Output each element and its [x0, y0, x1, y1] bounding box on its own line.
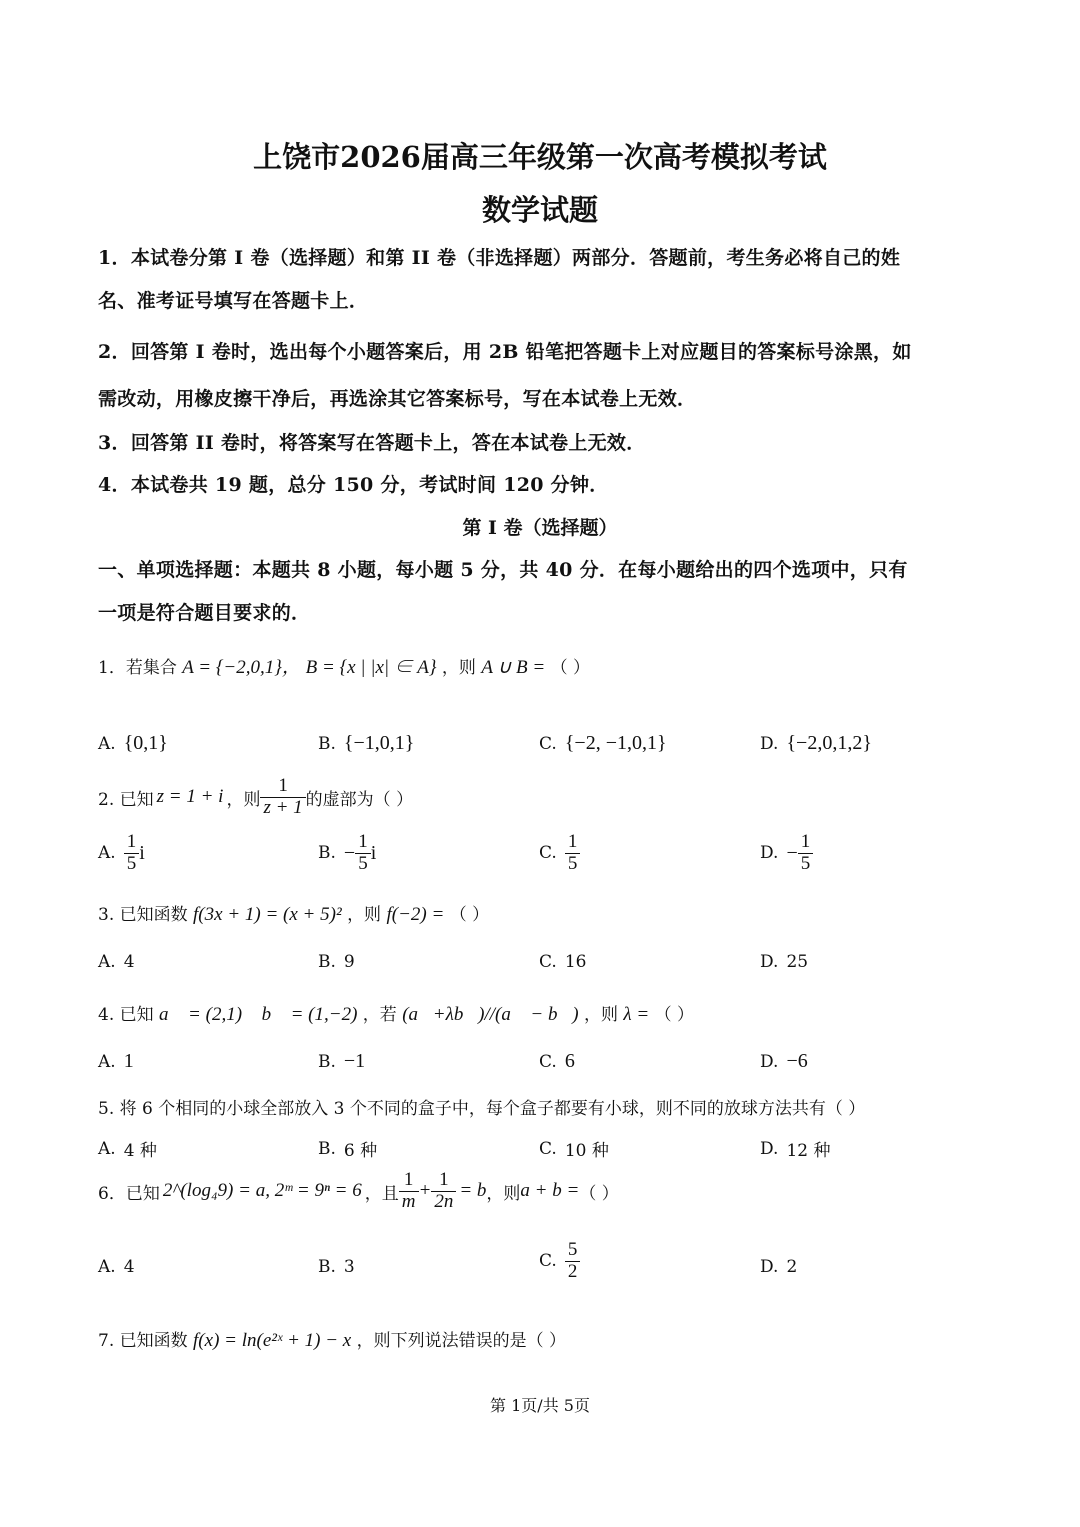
option-a	[98, 732, 168, 755]
question-text: 2. 已知	[98, 789, 154, 810]
question-7	[98, 1326, 566, 1352]
question-text: 7. 已知函数	[98, 1331, 188, 1351]
option-value: {−2,0,1,2}	[786, 732, 872, 754]
answer-parenthesis: （ ）	[449, 905, 490, 925]
math-expression: A ∪ B =	[481, 657, 546, 678]
instruction-line: 1．本试卷分第 I 卷（选择题）和第 II 卷（非选择题）两部分．答题前，考生务必将自己的姓	[98, 247, 901, 269]
question-6: 6．已知 2^(log₄9) = a, 2ᵐ = 9ⁿ = 6 ，且 $\frac{1}{m}$ + $\frac{1}{2n}$ = b ，则 a + b = （ ）	[98, 1169, 619, 1212]
question-text: ，则	[486, 1183, 521, 1204]
section-title: 第 I 卷（选择题）	[462, 517, 618, 539]
question-3	[98, 900, 489, 926]
question-text: ，若	[362, 1005, 397, 1025]
math-expression: A = {−2,0,1}， B = {x | |x| ∈ A}	[182, 657, 437, 678]
question-text: ，则	[347, 905, 382, 925]
question-text: 1．若集合	[98, 658, 177, 678]
question-4	[98, 1000, 694, 1026]
question-text: ，则下列说法错误的是（ ）	[356, 1331, 567, 1351]
option-d: D. 25	[760, 952, 809, 972]
option-value: {−2, −1,0,1}	[564, 732, 667, 754]
fraction: $\frac{1}{z + 1}$	[260, 776, 305, 819]
instruction-line: 4．本试卷共 19 题，总分 150 分，考试时间 120 分钟．	[98, 474, 609, 496]
option-a: A. 4	[98, 1257, 135, 1277]
math-expression: λ =	[623, 1004, 650, 1025]
question-text: 6．已知	[98, 1183, 160, 1204]
option-a: A. $\frac{1}{5}$ i	[98, 831, 145, 874]
math-expression: (a⃗+λb⃗)//(a⃗ − b⃗)	[402, 1004, 579, 1025]
question-text: ，则	[226, 789, 261, 810]
math-expression: = b	[459, 1180, 487, 1202]
math-expression: f(3x + 1) = (x + 5)²	[193, 904, 342, 925]
math-expression: a⃗ = (2,1)， b⃗ = (1,−2)	[159, 1004, 358, 1025]
option-c: C. 10 种	[539, 1138, 609, 1161]
answer-parenthesis: （ ）	[579, 1183, 619, 1204]
option-label: C.	[539, 733, 557, 754]
question-text: 的虚部为（ ）	[305, 789, 414, 810]
math-expression: 2^(log₄9) = a, 2ᵐ = 9ⁿ = 6	[162, 1180, 362, 1202]
fraction: $\frac{1}{2n}$	[431, 1170, 456, 1213]
instruction-line: 3．回答第 II 卷时，将答案写在答题卡上，答在本试卷上无效．	[98, 432, 646, 454]
question-text: 3. 已知函数	[98, 905, 188, 925]
question-text: ，则	[583, 1005, 618, 1025]
option-b: B. − $\frac{1}{5}$ i	[318, 831, 377, 874]
question-1	[98, 652, 590, 679]
option-a: A. 4	[98, 952, 135, 972]
section-intro: 一项是符合题目要求的．	[98, 602, 311, 624]
answer-parenthesis: （ ）	[654, 1005, 694, 1025]
option-b: B. 3	[318, 1257, 355, 1277]
instruction-line: 名、准考证号填写在答题卡上．	[98, 290, 369, 312]
question-5: 5. 将 6 个相同的小球全部放入 3 个不同的盒子中，每个盒子都要有小球，则不同的放球方法共有（ ）	[98, 1099, 866, 1119]
page-title: 上饶市2026届高三年级第一次高考模拟考试	[253, 140, 827, 174]
math-expression: a + b =	[520, 1180, 580, 1202]
math-expression: f(−2) =	[386, 904, 445, 925]
question-2	[98, 776, 413, 819]
option-label: B.	[318, 733, 336, 754]
option-b: B. −1	[318, 1050, 366, 1072]
math-expression: f(x) = ln(e²ˣ + 1) − x	[193, 1330, 352, 1351]
math-expression: z = 1 + i	[156, 786, 224, 808]
option-d	[760, 732, 872, 755]
fraction: $\frac{1}{m}$	[399, 1170, 419, 1213]
option-c: C. $\frac{5}{2}$	[539, 1240, 580, 1283]
option-b: B. 9	[318, 952, 355, 972]
option-d: D. −6	[760, 1050, 808, 1072]
question-text: 4. 已知	[98, 1005, 154, 1025]
option-a: A. 4 种	[98, 1138, 157, 1161]
option-d: D. − $\frac{1}{5}$	[760, 832, 813, 875]
option-label: A.	[98, 733, 116, 754]
option-c: C. 16	[539, 952, 587, 972]
option-c: C. 6	[539, 1050, 575, 1072]
instruction-line: 2．回答第 I 卷时，选出每个小题答案后，用 2B 铅笔把答题卡上对应题目的答案标号涂黑，如	[98, 341, 912, 363]
option-b	[318, 732, 414, 755]
option-value: {−1,0,1}	[343, 732, 415, 754]
question-text: ，则	[441, 658, 476, 678]
option-d: D. 12 种	[760, 1138, 831, 1161]
page-subtitle: 数学试题	[481, 193, 598, 227]
page-number: 第 1页/共 5页	[490, 1396, 590, 1415]
option-d: D. 2	[760, 1257, 798, 1277]
section-intro: 一、单项选择题：本题共 8 小题，每小题 5 分，共 40 分．在每小题给出的四个选项中，只有	[98, 559, 908, 581]
instruction-line: 需改动，用橡皮擦干净后，再选涂其它答案标号，写在本试卷上无效．	[98, 388, 697, 410]
option-c	[539, 732, 667, 755]
question-text: ，且	[364, 1183, 399, 1204]
option-c: C. $\frac{1}{5}$	[539, 832, 580, 875]
option-label: D.	[760, 733, 779, 754]
option-b: B. 6 种	[318, 1138, 378, 1161]
answer-parenthesis: （ ）	[550, 658, 590, 678]
option-a: A. 1	[98, 1050, 134, 1072]
option-value: {0,1}	[123, 732, 168, 754]
